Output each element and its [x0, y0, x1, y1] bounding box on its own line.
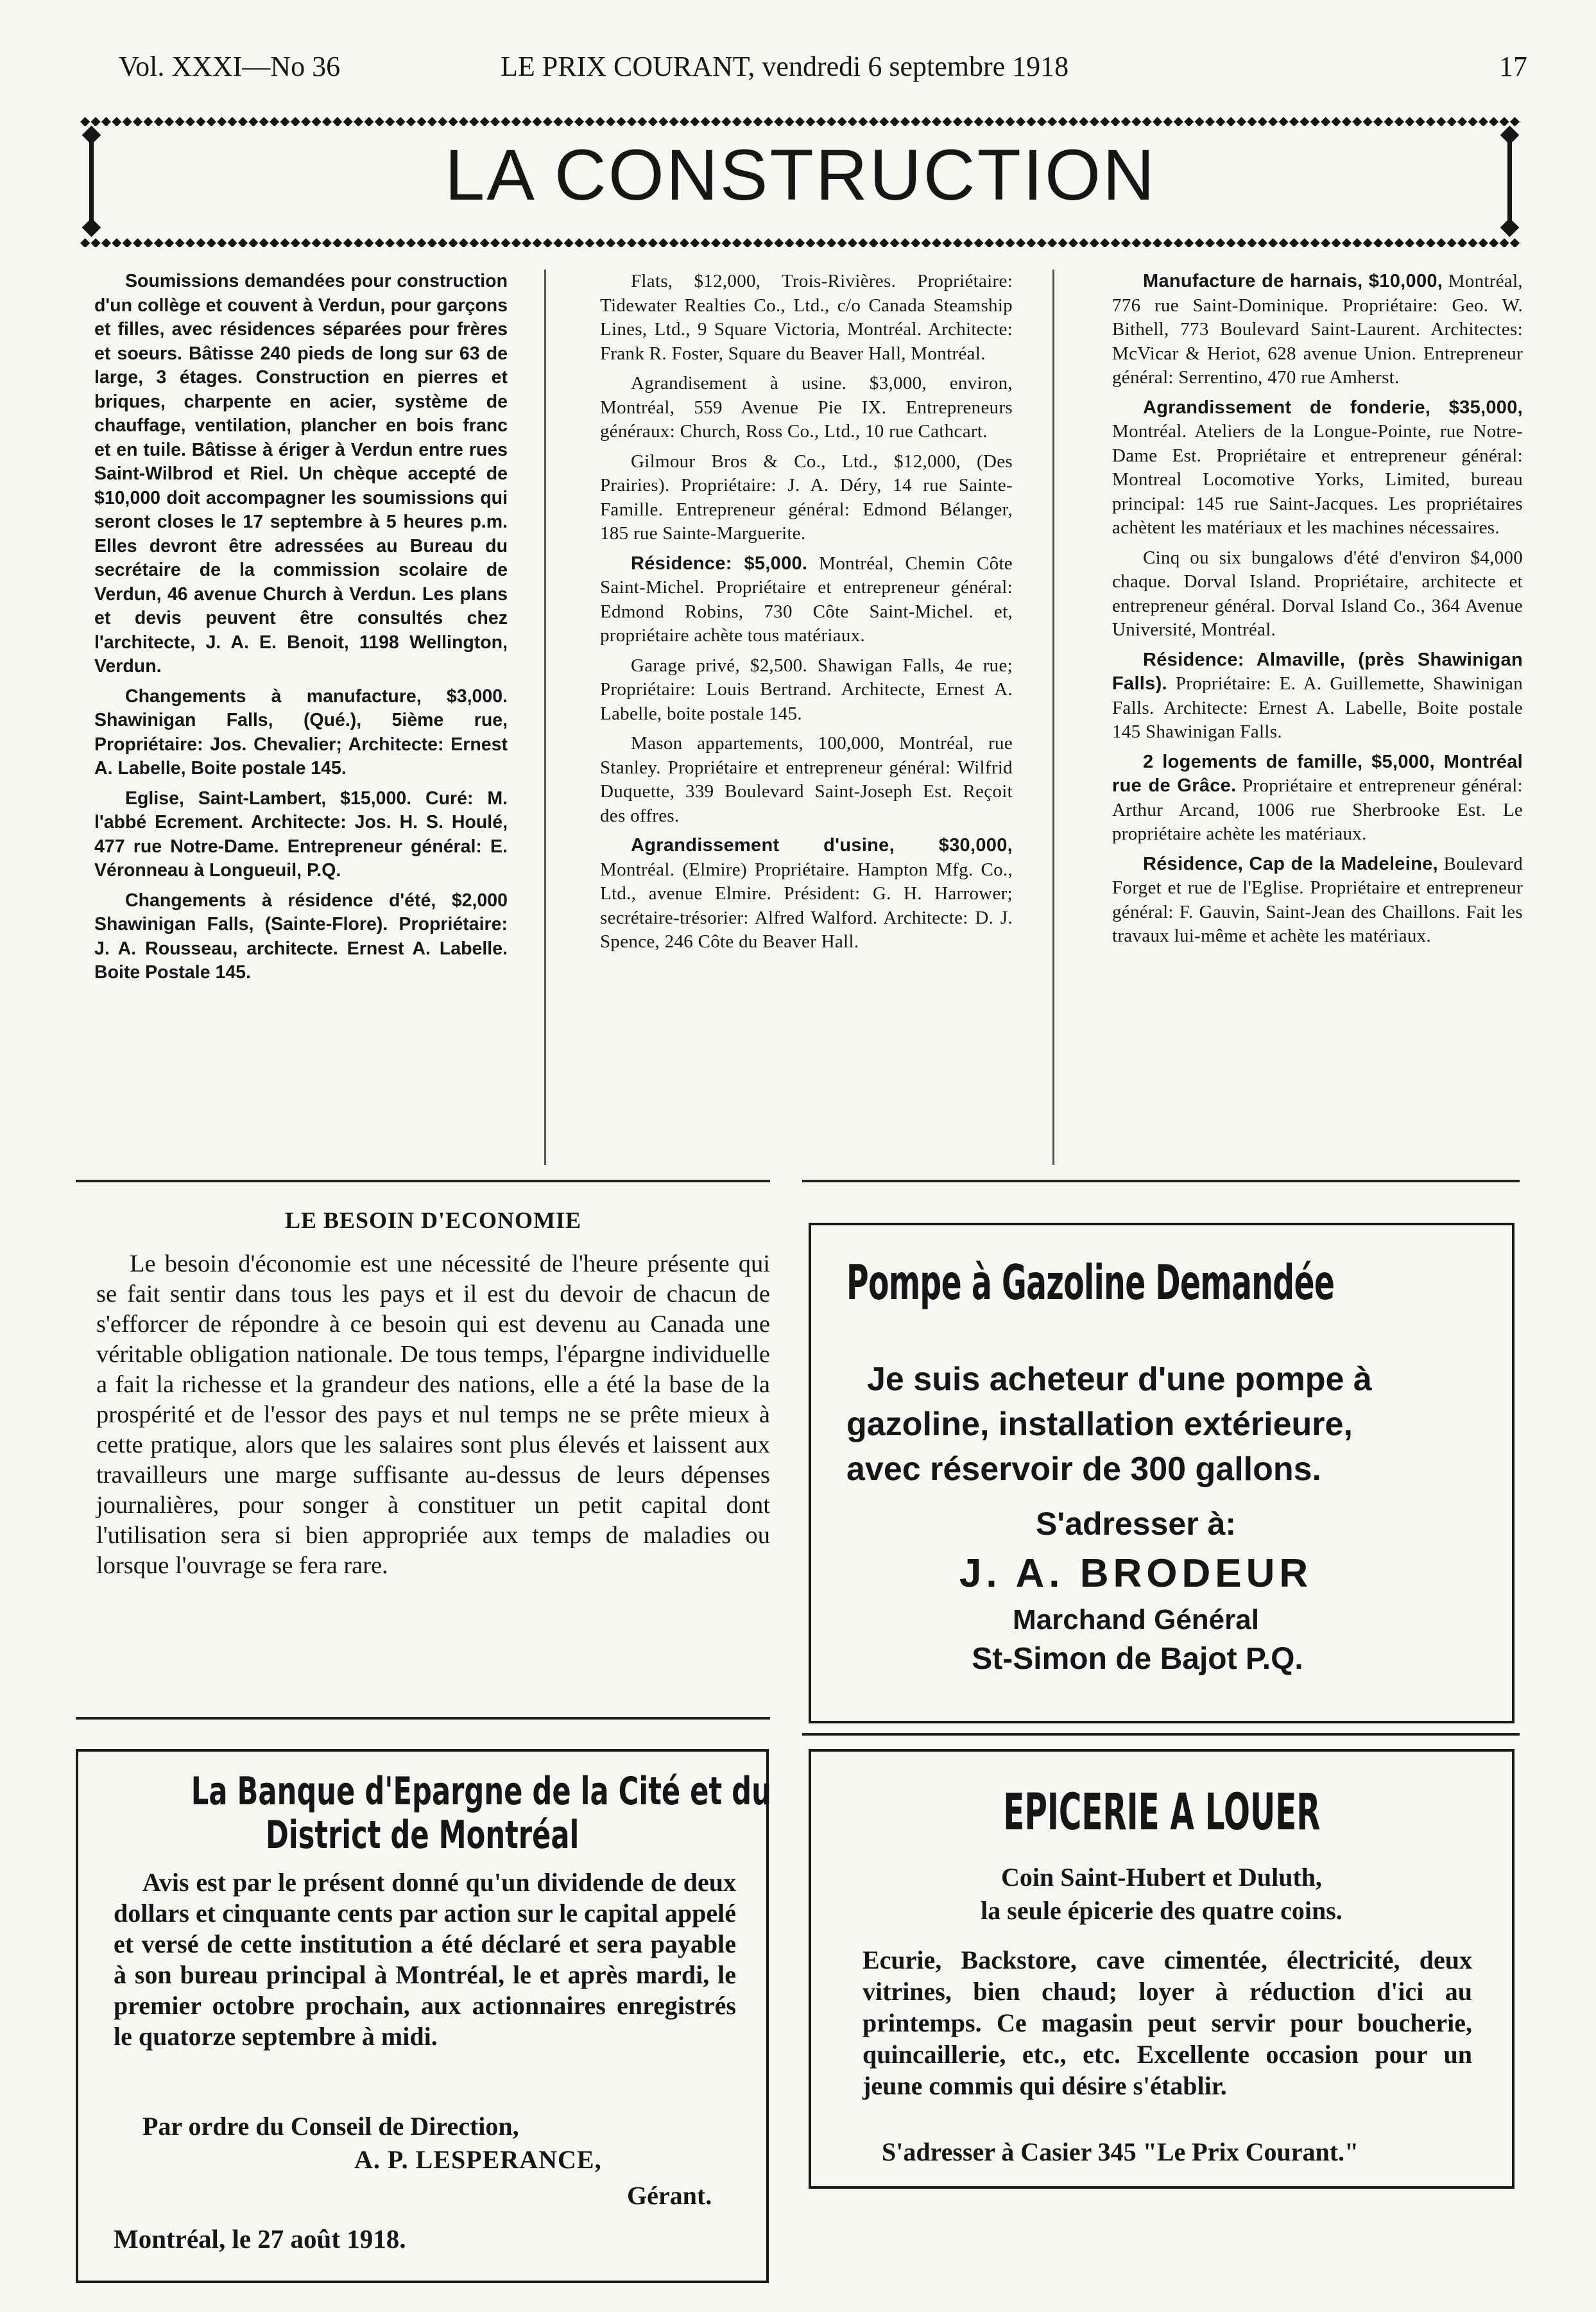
- column-separator: [544, 270, 546, 1165]
- notice-paragraph: [600, 450, 1013, 546]
- notice-text: Garage privé, $2,500. Shawigan Falls, 4e rue; Propriétaire: Louis Bertrand. Architecte, Ernest A. Labelle, boite postale 145.: [600, 655, 1013, 724]
- ad-body: [114, 1867, 736, 2052]
- notice-lead: Manufacture de harnais, $10,000,: [1143, 271, 1443, 291]
- notice-text: Agrandisement à usine. $3,000, environ, Montréal, 559 Avenue Pie IX. Entrepreneurs généraux: Church, Ross Co., Ltd., 10 rue Cathcart.: [600, 373, 1013, 442]
- economy-article: [96, 1207, 770, 1581]
- notice-paragraph: Changements à résidence d'été, $2,000 Shawinigan Falls, (Sainte-Flore). Propriétaire: J. A. Rousseau, architecte. Ernest A. Labelle. Boite Postale 145.: [94, 890, 508, 983]
- ad-title-line: La Banque d'Epargne de la Cité et du: [191, 1769, 771, 1814]
- notice-lead: Résidence: $5,000.: [631, 553, 808, 574]
- horizontal-rule: [802, 1733, 1520, 1736]
- contact-name: J. A. BRODEUR: [959, 1551, 1313, 1596]
- notice-text: Propriétaire: E. A. Guillemette, Shawinigan Falls. Architecte: Ernest A. Labelle, Boite postale 145 Shawinigan Falls.: [1112, 673, 1523, 742]
- notice-lead: Résidence, Cap de la Madeleine,: [1143, 853, 1438, 874]
- notice-text: Mason appartements, 100,000, Montréal, rue Stanley. Propriétaire et entrepreneur général: Wilfrid Duquette, 339 Boulevard Saint-Joseph Est. Reçoit des offres.: [600, 733, 1013, 826]
- notice-lead: Résidence: Almaville, (près Shawinigan Falls).: [1112, 649, 1523, 694]
- notice-lead: Agrandissement de fonderie, $35,000,: [1143, 397, 1523, 418]
- notice-text: Cinq ou six bungalows d'été d'environ $4,000 chaque. Dorval Island. Propriétaire, architecte et entrepreneur général. Dorval Island Co., 364 Avenue Université, Montréal.: [1112, 547, 1523, 640]
- ad-title: [811, 1784, 1512, 1842]
- ad-line: gazoline, installation extérieure,: [846, 1406, 1353, 1443]
- ad-line: Je suis acheteur d'une pompe à: [867, 1361, 1372, 1398]
- column-1: [94, 270, 508, 991]
- notice-paragraph: [1112, 270, 1523, 390]
- notice-paragraph: [1112, 648, 1523, 745]
- ad-description: Ecurie, Backstore, cave cimentée, électricité, deux vitrines, bien chaud; loyer à réduction d'ici au printemps. Ce magasin peut servir pour boucherie, quincaillerie, etc., etc. Excellente occasion pour un jeune commis qui désire s'établir.: [862, 1945, 1472, 2100]
- contact-label: S'adresser à:: [1035, 1506, 1237, 1542]
- signatory: A. P. LESPERANCE,: [354, 2145, 602, 2174]
- publication-date: LE PRIX COURANT, vendredi 6 septembre 1918: [501, 51, 1069, 82]
- notice-text: Gilmour Bros & Co., Ltd., $12,000, (Des Prairies). Propriétaire: J. A. Déry, 14 rue Sainte-Famille. Entrepreneur général: Edmond Bélanger, 185 rue Sainte-Marguerite.: [600, 451, 1013, 544]
- column-3: [1112, 270, 1523, 954]
- horizontal-rule: [76, 1180, 770, 1182]
- ad-line: avec réservoir de 300 gallons.: [846, 1451, 1321, 1488]
- notice-paragraph: Eglise, Saint-Lambert, $15,000. Curé: M. l'abbé Ecrement. Architecte: Jos. H. S. Houlé, 477 rue Notre-Dame. Entrepreneur général: E. Véronneau à Longueuil, P.Q.: [94, 788, 508, 881]
- notice-lead: 2 logements de famille, $5,000, Montréal rue de Grâce.: [1112, 751, 1523, 796]
- notice-paragraph: Changements à manufacture, $3,000. Shawinigan Falls, (Qué.), 5ième rue, Propriétaire: Jos. Chevalier; Architecte: Ernest A. Labelle, Boite postale 145.: [94, 686, 508, 779]
- ad-title-line: District de Montréal: [265, 1813, 579, 1858]
- notice-paragraph: [600, 270, 1013, 366]
- contact-title: Marchand Général: [1013, 1604, 1259, 1635]
- notice-text: Montréal. Ateliers de la Longue-Pointe, rue Notre-Dame Est. Propriétaire et entrepreneur général: Montreal Locomotive Yorks, Limited, bureau principal: 145 rue Saint-Jacques. Les propriétaires achètent les matériaux et les machines nécessaires.: [1112, 421, 1523, 538]
- order-line: Par ordre du Conseil de Direction,: [142, 2112, 519, 2141]
- ad-contact: S'adresser à Casier 345 "Le Prix Courant.": [882, 2137, 1359, 2166]
- article-title: LE BESOIN D'ECONOMIE: [284, 1207, 582, 1233]
- ad-contact: [811, 1501, 1512, 1680]
- ad-body: [846, 1357, 1482, 1492]
- ad-gasoline-pump: [809, 1223, 1514, 1723]
- ad-location: [811, 1861, 1512, 1928]
- ad-title: [78, 1769, 771, 1858]
- notice-paragraph: [1112, 852, 1523, 949]
- section-title: LA CONSTRUCTION: [444, 135, 1157, 215]
- notice-paragraph: [600, 732, 1013, 828]
- ad-savings-bank: [76, 1749, 769, 2283]
- notice-paragraph: [600, 834, 1013, 954]
- signatory-role: Gérant.: [627, 2181, 712, 2210]
- horizontal-rule: [802, 1180, 1520, 1182]
- ornament-border-bottom: [80, 237, 1521, 247]
- location-note: la seule épicerie des quatre coins.: [981, 1896, 1343, 1925]
- contact-place: St-Simon de Bajot P.Q.: [972, 1642, 1303, 1676]
- notice-lead: Agrandissement d'usine, $30,000,: [631, 835, 1013, 856]
- notice-date: Montréal, le 27 août 1918.: [114, 2224, 406, 2254]
- running-header: [119, 50, 1527, 95]
- notice-text: Montréal, Chemin Côte Saint-Michel. Propriétaire et entrepreneur général: Edmond Robins, 730 Côte Saint-Michel. et, propriétaire achète tous matériaux.: [600, 553, 1013, 646]
- notice-paragraph: [1112, 396, 1523, 540]
- horizontal-rule: [76, 1717, 770, 1720]
- notice-text: Montréal. (Elmire) Propriétaire. Hampton Mfg. Co., Ltd., avenue Elmire. Président: G. H. Harrower; secrétaire-trésorier: Alfred Walford. Architecte: D. J. Spence, 246 Côte du Beaver Hall.: [600, 859, 1013, 952]
- ad-grocery-for-rent: [809, 1749, 1514, 2189]
- notice-text: Montréal, 776 rue Saint-Dominique. Propriétaire: Geo. W. Bithell, 773 Boulevard Saint-Laurent. Architectes: McVicar & Heriot, 628 avenue Union. Entrepreneur général: Serrentino, 470 rue Amherst.: [1112, 271, 1523, 388]
- section-banner: [80, 116, 1521, 247]
- notice-paragraph: [600, 372, 1013, 444]
- ad-headline: Pompe à Gazoline Demandée: [846, 1254, 1335, 1311]
- notice-text: Flats, $12,000, Trois-Rivières. Propriétaire: Tidewater Realties Co., Ltd., c/o Canada Steamship Lines, Ltd., 9 Square Victoria, Montréal. Architecte: Frank R. Foster, Square du Beaver Hall, Montréal.: [600, 271, 1013, 364]
- ad-title-text: EPICERIE A LOUER: [1002, 1784, 1321, 1842]
- location-corner: Coin Saint-Hubert et Duluth,: [1000, 1863, 1323, 1892]
- article-body: Le besoin d'économie est une nécessité de l'heure présente qui se fait sentir dans tous les pays et il est du devoir de chacun de s'efforcer de répondre à ce besoin qui est devenu au Canada une véritable obligation nationale. De tous temps, l'épargne individuelle a fait la richesse et la grandeur des nations, elle a été la base de la prospérité et de l'essor des pays et nul temps ne se prête mieux à cette pratique, alors que les salaires sont plus élevés et laissent aux travailleurs une marge suffisante au-dessus de leurs dépenses journalières, pour songer à constituer un petit capital dont l'utilisation sera si bien appropriée aux temps de maladies ou lorsque l'ouvrage se fera rare.: [96, 1250, 770, 1579]
- notice-paragraph: Soumissions demandées pour construction d'un collège et couvent à Verdun, pour garçons et filles, avec résidences séparées pour frères et soeurs. Bâtisse 240 pieds de long sur 63 de large, 3 étages. Construction en pierres et briques, charpente en acier, système de chauffage, ventilation, plancher en bois franc et en tuile. Bâtisse à ériger à Verdun entre rues Saint-Wilbrod et Riel. Un chèque accepté de $10,000 doit accompagner les soumissions qui seront closes le 17 septembre à 5 heures p.m. Elles devront être adressées au Bureau du secrétaire de la commission scolaire de Verdun, 46 avenue Church à Verdun. Les plans et devis peuvent être consultés chez l'architecte, J. A. E. Benoit, 1198 Wellington, Verdun.: [94, 271, 508, 677]
- notice-text: Boulevard Forget et rue de l'Eglise. Propriétaire et entrepreneur général: F. Gauvin, Saint-Jean des Chaillons. Fait les travaux lui-même et achète les matériaux.: [1112, 853, 1523, 946]
- dividend-notice: Avis est par le présent donné qu'un dividende de deux dollars et cinquante cents par action sur le capital appelé et versé de cette institution a été déclaré et sera payable à son bureau principal à Montréal, le et après mardi, le premier octobre prochain, aux actionnaires enregistrés le quatorze septembre à midi.: [114, 1868, 736, 2051]
- notice-paragraph: [600, 654, 1013, 727]
- ornament-border-top: [80, 116, 1521, 126]
- column-2: [600, 270, 1013, 960]
- notice-paragraph: [600, 552, 1013, 648]
- notice-paragraph: [1112, 546, 1523, 643]
- page-number: 17: [1499, 51, 1527, 82]
- column-separator: [1052, 270, 1054, 1165]
- notice-text: Propriétaire et entrepreneur général: Arthur Arcand, 1006 rue Sherbrooke Est. Le propriétaire achète les matériaux.: [1112, 775, 1523, 844]
- volume-number: Vol. XXXI—No 36: [119, 51, 341, 82]
- notice-paragraph: [1112, 750, 1523, 847]
